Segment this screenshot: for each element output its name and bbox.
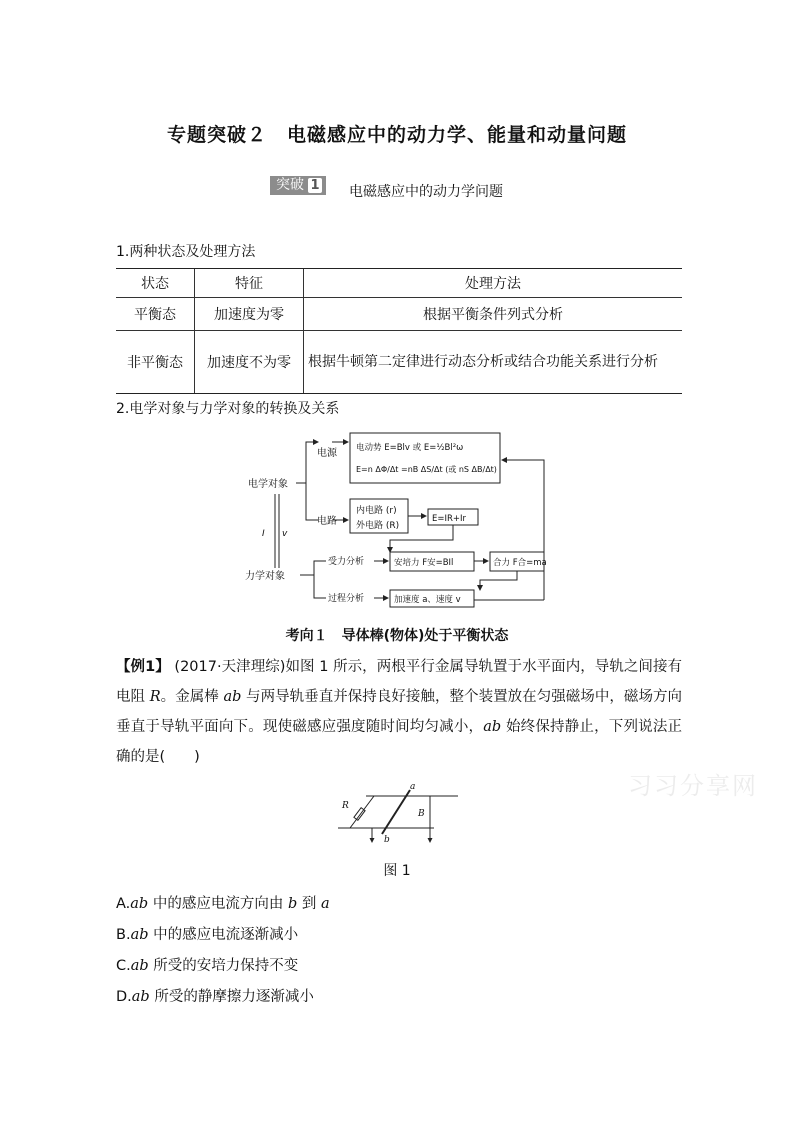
option-text: 所受的安培力保持不变	[148, 958, 299, 974]
var-ab: ab	[130, 927, 149, 943]
emf-formula-2: E=n ΔΦ/Δt =nB ΔS/Δt (或 nS ΔB/Δt)	[356, 465, 497, 474]
table-header-row	[116, 269, 682, 298]
var-ab: ab	[130, 958, 149, 974]
table-row	[116, 298, 682, 331]
inner-circuit-label: 内电路 (r)	[356, 506, 397, 516]
example-source: (2017·天津理综)	[174, 659, 286, 675]
option-text: 中的感应电流方向由	[148, 896, 288, 912]
watermark: 习习分享网	[628, 772, 758, 800]
velocity-symbol: v	[282, 529, 288, 539]
option-letter: B.	[116, 927, 131, 943]
table-cell: 非平衡态	[116, 331, 195, 394]
field-b-label: B	[418, 809, 425, 819]
force-analysis-label: 受力分析	[328, 557, 365, 567]
option-text: 中的感应电流逐渐减小	[148, 927, 299, 943]
badge-number: 1	[308, 178, 322, 193]
subheading: 电磁感应中的动力学问题	[349, 184, 503, 200]
var-ab: ab	[483, 719, 502, 735]
option-letter: A.	[116, 896, 131, 912]
ampere-force-formula: 安培力 F安=BIl	[394, 558, 454, 568]
option-c	[116, 954, 298, 975]
table-cell: 加速度不为零	[195, 331, 304, 394]
question-text: 始终保持静止，下列说法正确的是( )	[116, 719, 683, 765]
circuit-label: 电路	[317, 516, 337, 527]
table-row	[116, 331, 682, 394]
var-ab: ab	[223, 689, 242, 705]
point-b-label: b	[384, 835, 390, 845]
var-b: b	[287, 896, 298, 912]
topic-heading: 考向１ 导体棒(物体)处于平衡状态	[285, 628, 509, 644]
rail-figure	[330, 780, 470, 850]
example-question	[116, 652, 682, 772]
ohm-formula: E=IR+Ir	[432, 514, 467, 524]
net-force-formula: 合力 F合=ma	[493, 558, 547, 568]
process-analysis-label: 过程分析	[328, 594, 365, 604]
figure-caption: 图 1	[383, 863, 411, 879]
option-letter: D.	[116, 989, 132, 1005]
table-header: 状态	[116, 269, 195, 298]
table-cell: 平衡态	[116, 298, 195, 331]
section-badge	[270, 176, 326, 195]
badge-label: 突破	[276, 177, 304, 193]
option-d	[116, 985, 314, 1006]
page-title: 专题突破２ 电磁感应中的动力学、能量和动量问题	[166, 124, 627, 146]
option-text: 所受的静摩擦力逐渐减小	[149, 989, 314, 1005]
current-symbol: I	[262, 529, 265, 539]
question-text: 如图 1 所示，两根平行金属导轨置于水平面内，导轨之间接有电阻	[116, 659, 682, 705]
var-ab: ab	[131, 989, 150, 1005]
table-cell: 加速度为零	[195, 298, 304, 331]
var-r: R	[149, 689, 161, 705]
electric-label: 电学对象	[248, 479, 288, 490]
section-heading-2: 2.电学对象与力学对象的转换及关系	[116, 401, 340, 417]
var-ab: ab	[130, 896, 149, 912]
table-header: 特征	[195, 269, 304, 298]
acceleration-velocity-label: 加速度 a、速度 v	[394, 595, 461, 605]
question-text: 。金属棒	[160, 689, 224, 705]
emf-formula-1: 电动势 E=Blv 或 E=½Bl²ω	[356, 443, 464, 453]
example-tag: 【例1】	[116, 659, 170, 675]
table-cell: 根据平衡条件列式分析	[304, 298, 683, 331]
status-table	[116, 268, 682, 394]
option-text: 到	[297, 896, 321, 912]
table-header: 处理方法	[304, 269, 683, 298]
table-cell: 根据牛顿第二定律进行动态分析或结合功能关系进行分析	[304, 331, 683, 394]
point-a-label: a	[410, 782, 416, 792]
resistor-label: R	[342, 801, 349, 811]
option-b	[116, 923, 298, 944]
option-letter: C.	[116, 958, 131, 974]
var-a: a	[320, 896, 330, 912]
option-a	[116, 892, 330, 913]
question-text: 与两导轨垂直并保持良好接触，整个装置放在匀强磁场中，磁场方向垂直于导轨平面向下。现使磁感应强度随时间均匀减小，	[116, 689, 683, 735]
mechanic-label: 力学对象	[245, 571, 285, 582]
section-heading-1: 1.两种状态及处理方法	[116, 244, 256, 260]
relation-diagram	[240, 428, 560, 608]
source-label: 电源	[317, 448, 337, 459]
outer-circuit-label: 外电路 (R)	[356, 521, 400, 531]
